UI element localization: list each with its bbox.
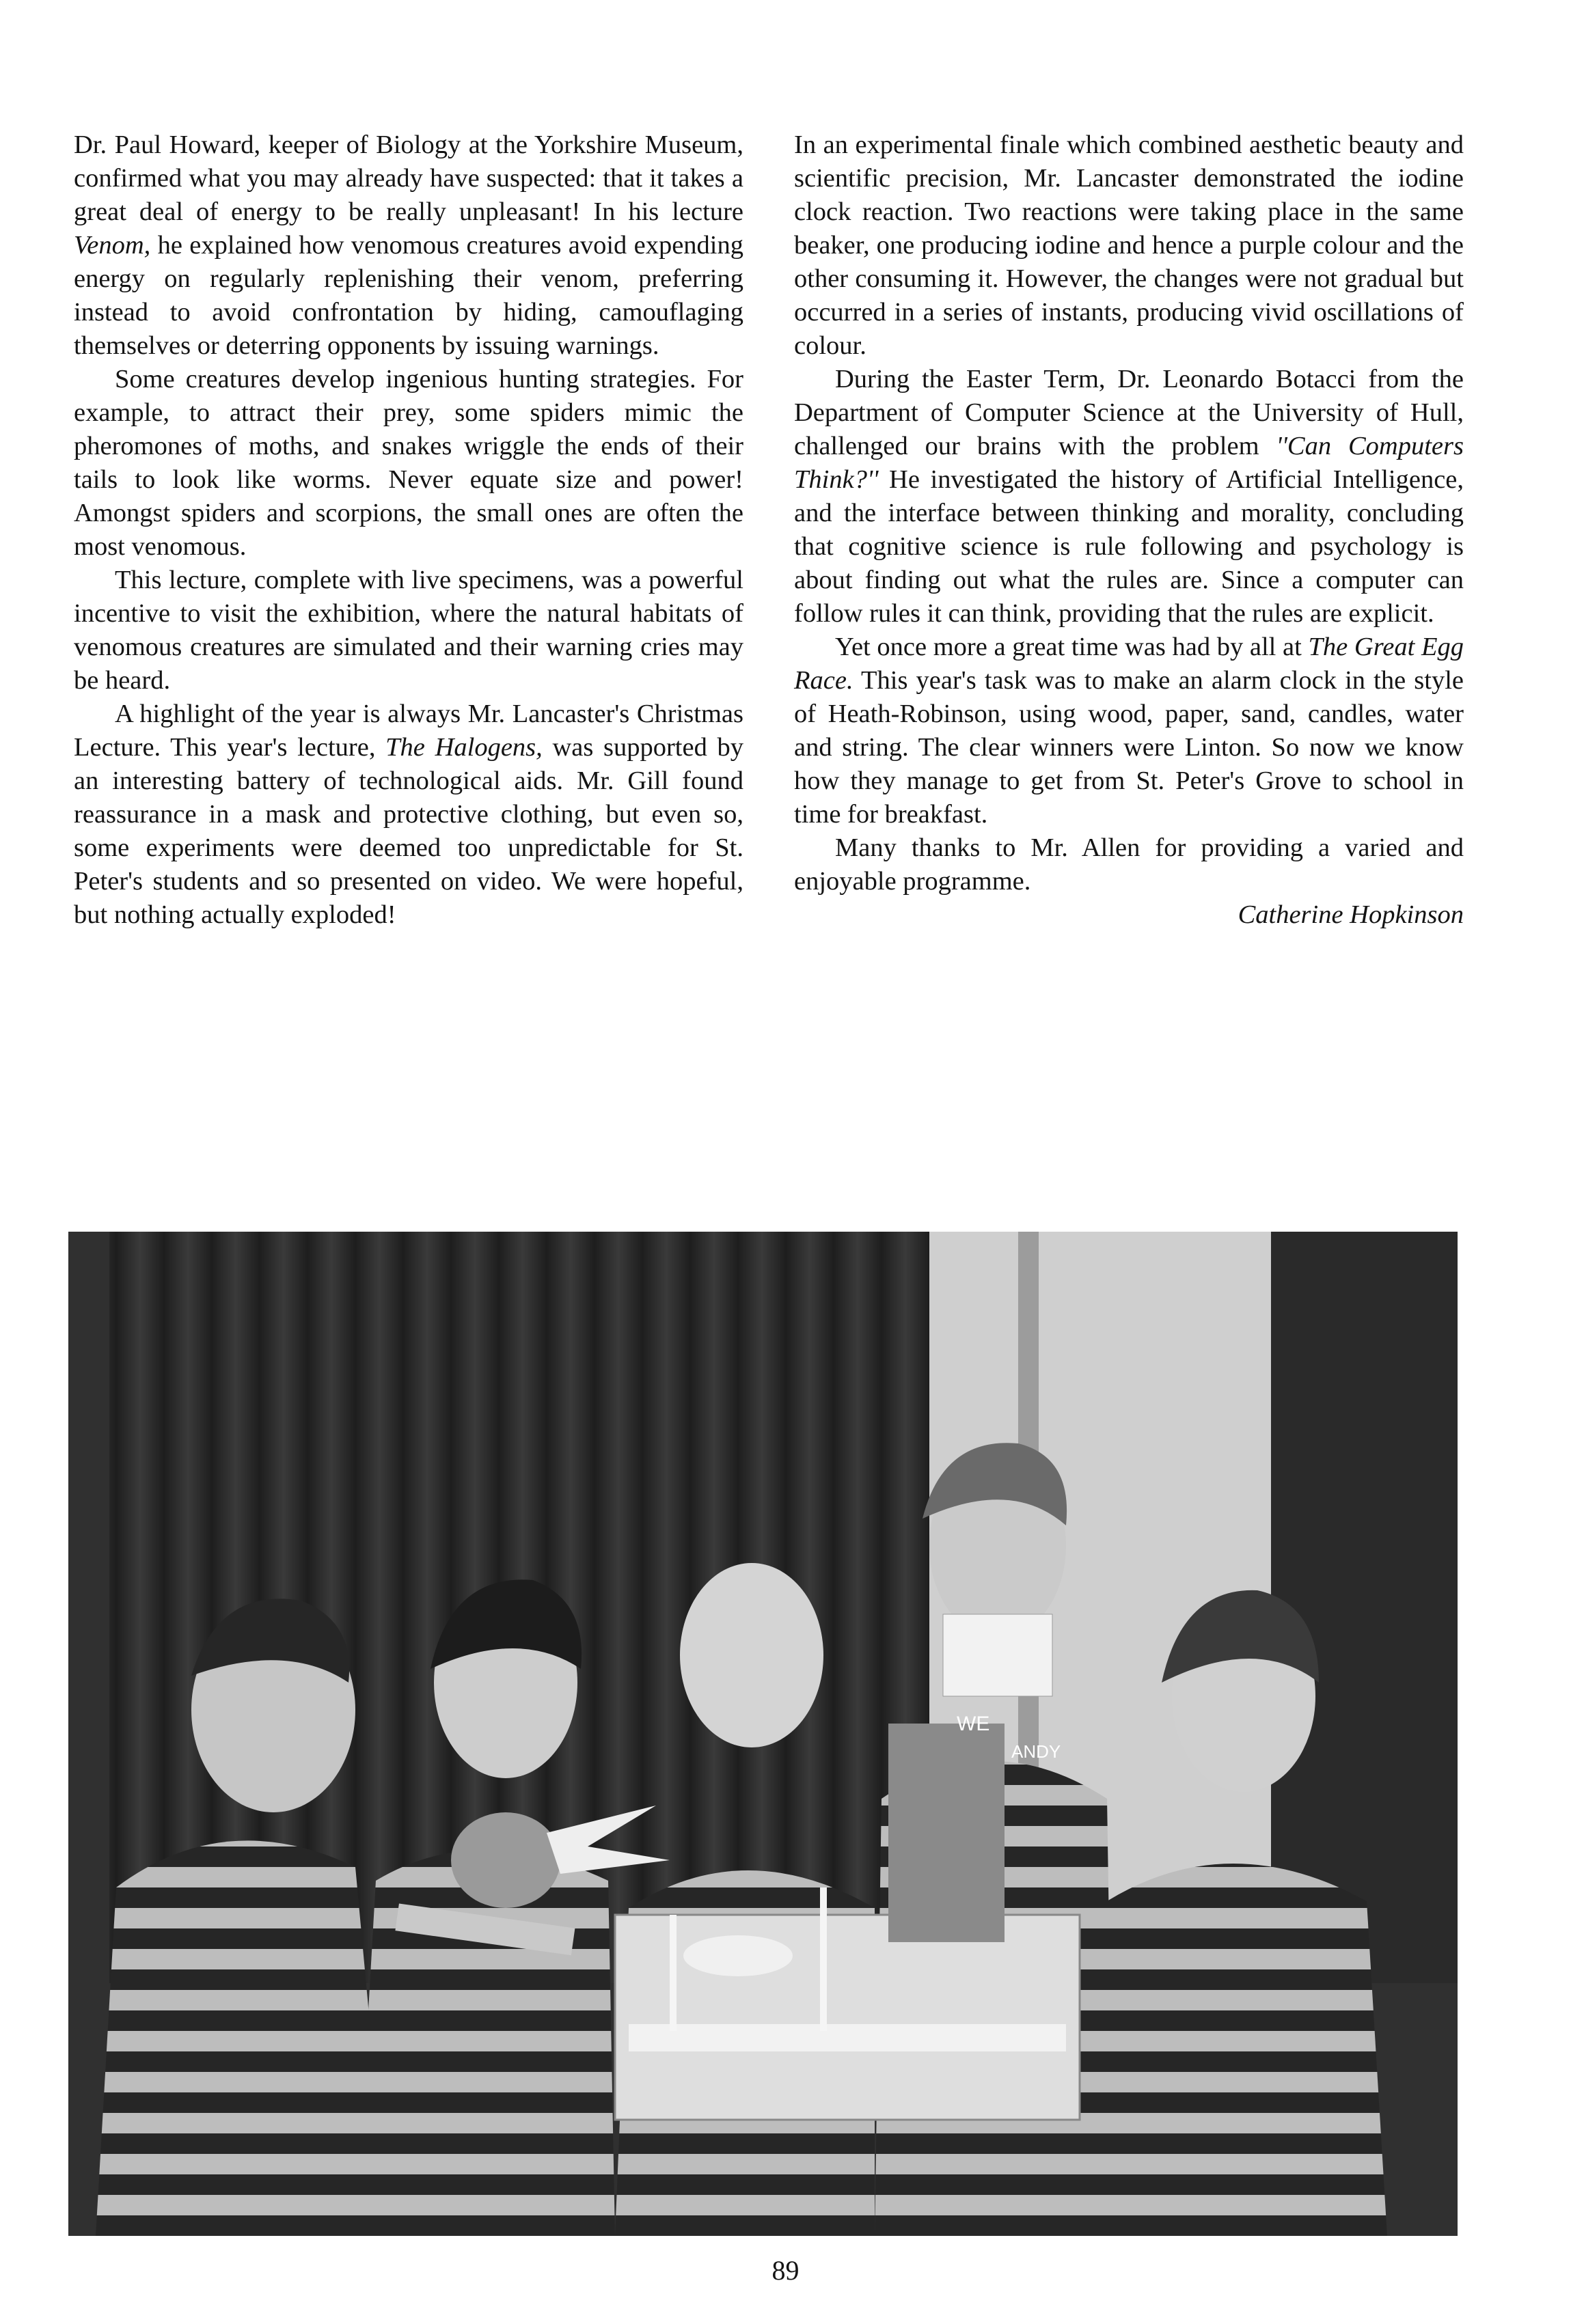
group-photo — [68, 1232, 1458, 2236]
paragraph-egg-race: Yet once more a great time was had by all at The Great Egg Race. This year's task was to make an alarm clock in the style of Heath-Robinson, using wood, paper, sand, candles, water and string. The clear winners were Linton. So now we know how they manage to get from St. Peter's Grove to school in time for breakfast. — [794, 633, 1464, 829]
paragraph-thanks: Many thanks to Mr. Allen for providing a varied and enjoyable programme. — [794, 833, 1464, 896]
paragraph-computers-think: During the Easter Term, Dr. Leonardo Botacci from the Department of Computer Science at the University of Hull, challenged our brains with the problem ''Can Computers Think?'' He investigated the history of Artificial Intelligence, and the interface between thinking and morality, concluding that cognitive science is rule following and psychology is about finding out what the rules are. Since a computer can follow rules it can think, providing that the rules are explicit. — [794, 365, 1464, 628]
left-text-column — [74, 128, 743, 932]
right-text-column — [794, 128, 1464, 932]
paragraph-christmas-lecture: A highlight of the year is always Mr. Lancaster's Christmas Lecture. This year's lecture, The Halogens, was supported by an interesting battery of technological aids. Mr. Gill found reassurance in a mask and protective clothing, but even so, some experiments were deemed too unpredictable for St. Peter's students and so presented on video. We were hopeful, but nothing actually exploded! — [74, 700, 743, 929]
paragraph-iodine-clock: In an experimental finale which combined aesthetic beauty and scientific precision, Mr. Lancaster demonstrated the iodine clock reaction. Two reactions were taking place in the same beaker, one producing iodine and hence a purple colour and the other consuming it. However, the changes were not gradual but occurred in a series of instants, producing vivid oscillations of colour. — [794, 130, 1464, 360]
paragraph-venom-lecture: Dr. Paul Howard, keeper of Biology at the Yorkshire Museum, confirmed what you may already have suspected: that it takes a great deal of energy to be really unpleasant! In his lecture Venom, he explained how venomous creatures avoid expending energy on regularly replenishing their venom, preferring instead to avoid confrontation by hiding, camouflaging themselves or deterring opponents by issuing warnings. — [74, 130, 744, 360]
paragraph-hunting-strategies: Some creatures develop ingenious hunting strategies. For example, to attract their prey, some spiders mimic the pheromones of moths, and snakes wriggle the ends of their tails to look like worms. Never equate size and power! Amongst spiders and scorpions, the small ones are often the most venomous. — [74, 365, 743, 561]
model-label-bottom: ANDY — [1011, 1741, 1061, 1762]
model-label-top: WE — [957, 1713, 990, 1735]
curtain-right — [1271, 1232, 1458, 1983]
page-number: 89 — [771, 2255, 800, 2286]
photo-illustration — [68, 1232, 1458, 2236]
paragraph-exhibition: This lecture, complete with live specimens, was a powerful incentive to visit the exhibition, where the natural habitats of venomous creatures are simulated and their warning cries may be heard. — [74, 566, 743, 695]
author-signature: Catherine Hopkinson — [1238, 900, 1464, 929]
